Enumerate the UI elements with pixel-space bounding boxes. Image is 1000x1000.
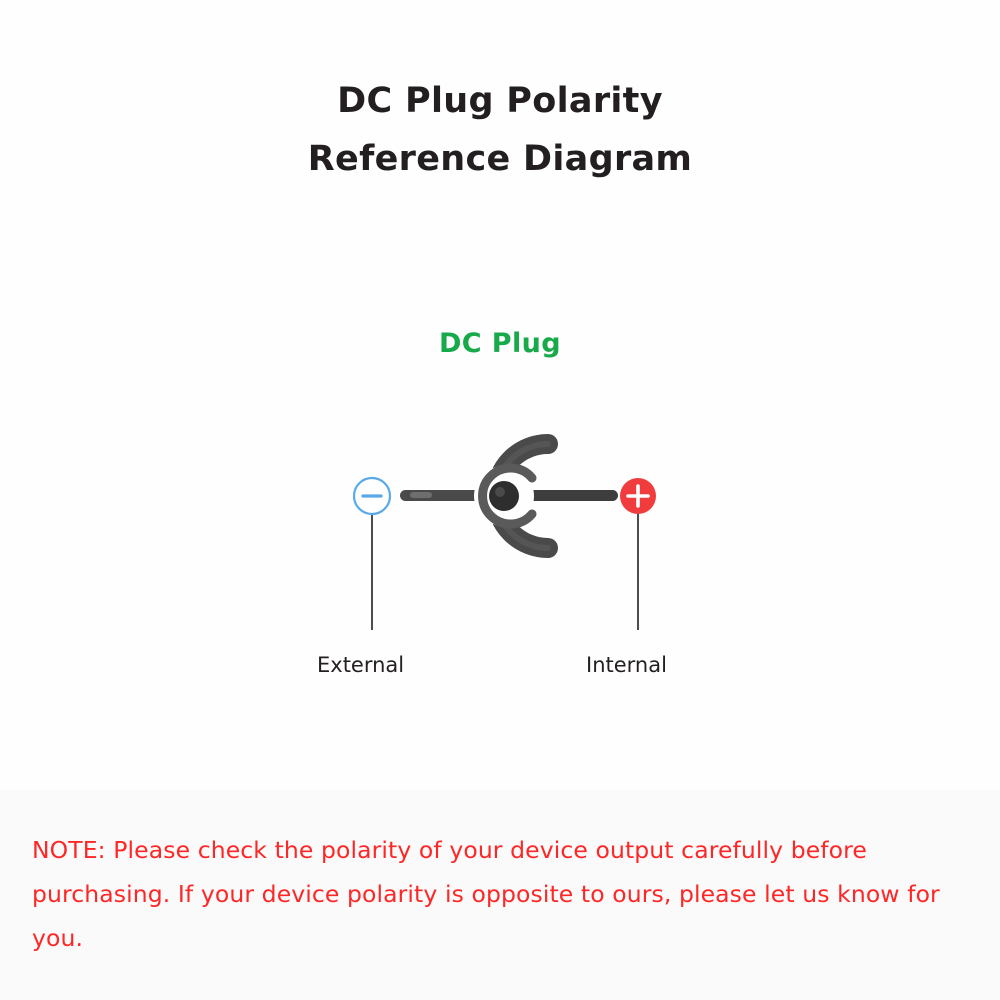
plus-sign-icon (620, 478, 656, 514)
minus-sign-icon (354, 478, 390, 514)
section-label-dc-plug: DC Plug (438, 328, 562, 359)
note-band (0, 790, 1000, 1000)
note-text: NOTE: Please check the polarity of your device output carefully before purchasing. If your device polarity is opposite to ours, please let us know for you. (32, 836, 940, 952)
page-title-line-2: Reference Diagram (307, 139, 693, 179)
label-external: External (317, 653, 405, 677)
label-internal: Internal (586, 653, 667, 677)
page-title-line-1: DC Plug Polarity (337, 81, 663, 121)
page-title (0, 72, 1000, 188)
